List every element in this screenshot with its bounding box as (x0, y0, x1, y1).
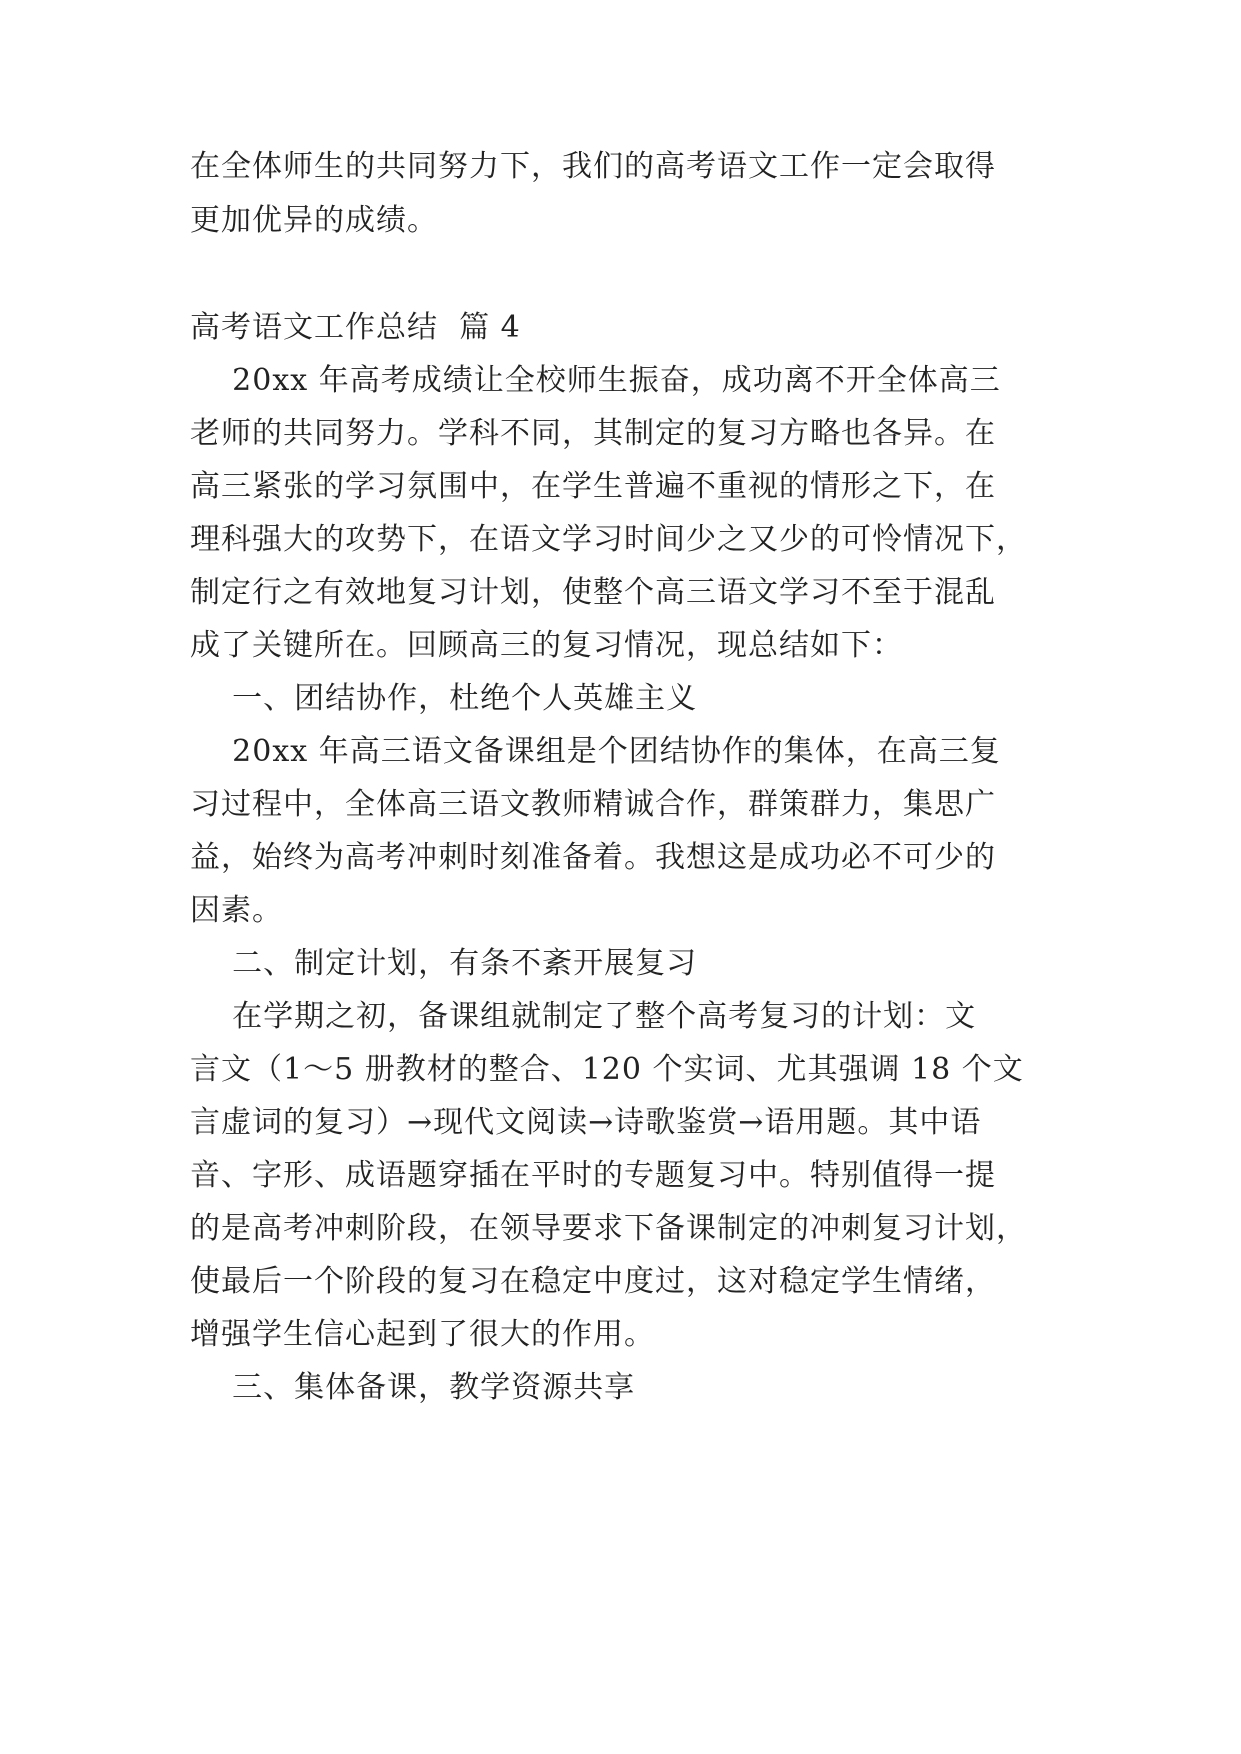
paragraph-line: 成了关键所在。回顾高三的复习情况，现总结如下： (190, 628, 903, 663)
paragraph-line: 使最后一个阶段的复习在稳定中度过，这对稳定学生情绪， (190, 1264, 996, 1299)
paragraph-line: 因素。 (190, 893, 283, 928)
paragraph-line: 的是高考冲刺阶段，在领导要求下备课制定的冲刺复习计划， (190, 1211, 1027, 1246)
paragraph-line: 理科强大的攻势下，在语文学习时间少之又少的可怜情况下， (190, 522, 1027, 557)
section-title: 高考语文工作总结 篇 4 (190, 310, 521, 345)
paragraph-line: 更加优异的成绩。 (190, 203, 438, 238)
paragraph-line: 音、字形、成语题穿插在平时的专题复习中。特别值得一提 (190, 1158, 996, 1193)
paragraph-line: 习过程中，全体高三语文教师精诚合作，群策群力，集思广 (190, 787, 996, 822)
paragraph-line: 增强学生信心起到了很大的作用。 (190, 1317, 655, 1352)
subheading: 二、制定计划，有条不紊开展复习 (190, 946, 698, 981)
paragraph-line: 20xx 年高三语文备课组是个团结协作的集体，在高三复 (190, 734, 1001, 769)
subheading: 三、集体备课，教学资源共享 (190, 1370, 636, 1405)
paragraph-line: 制定行之有效地复习计划，使整个高三语文学习不至于混乱 (190, 575, 996, 610)
paragraph-line: 高三紧张的学习氛围中，在学生普遍不重视的情形之下，在 (190, 469, 996, 504)
subheading: 一、团结协作，杜绝个人英雄主义 (190, 681, 698, 716)
paragraph-line: 言虚词的复习）→现代文阅读→诗歌鉴赏→语用题。其中语 (190, 1105, 982, 1140)
paragraph-line: 在学期之初，备课组就制定了整个高考复习的计划：文 (190, 999, 977, 1034)
paragraph-line: 老师的共同努力。学科不同，其制定的复习方略也各异。在 (190, 416, 996, 451)
paragraph-line: 益，始终为高考冲刺时刻准备着。我想这是成功必不可少的 (190, 840, 996, 875)
paragraph-line: 在全体师生的共同努力下，我们的高考语文工作一定会取得 (190, 149, 996, 184)
paragraph-line: 20xx 年高考成绩让全校师生振奋，成功离不开全体高三 (190, 363, 1001, 398)
paragraph-line: 言文（1～5 册教材的整合、120 个实词、尤其强调 18 个文 (190, 1052, 1024, 1087)
